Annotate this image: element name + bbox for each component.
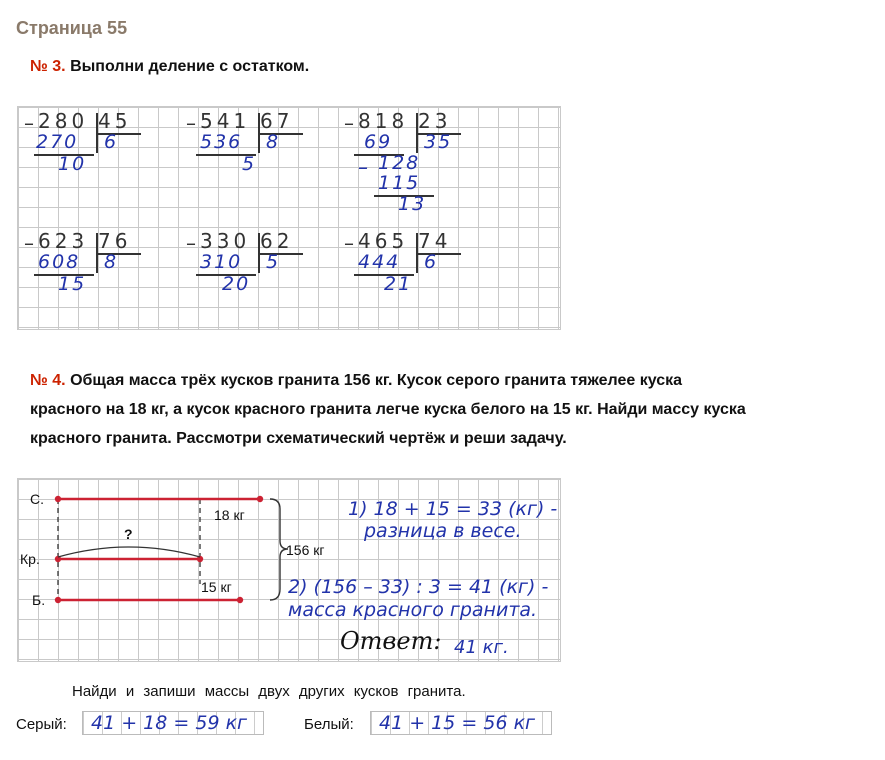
task4-number: № 4. bbox=[30, 372, 66, 389]
subtrahend: 310 bbox=[200, 251, 243, 273]
quotient: 8 bbox=[104, 251, 119, 273]
quotient: 8 bbox=[266, 131, 281, 153]
quotient: 6 bbox=[424, 251, 439, 273]
dividend: 541 bbox=[200, 109, 251, 133]
dividend: 280 bbox=[38, 109, 89, 133]
subtrahend: 444 bbox=[358, 251, 401, 273]
dividend: 330 bbox=[200, 229, 251, 253]
divisor: 45 bbox=[98, 109, 132, 133]
grey-label: Серый: bbox=[16, 716, 67, 733]
task4-line-3: красного гранита. Рассмотри схематический чертёж и реши задачу. bbox=[30, 430, 567, 447]
subtrahend-2: 115 bbox=[378, 172, 421, 194]
subtrahend-1: 69 bbox=[364, 131, 393, 153]
find-instruction: Найди и запиши массы двух других кусков гранита. bbox=[72, 683, 466, 700]
subtrahend: 270 bbox=[36, 131, 79, 153]
remainder: 5 bbox=[242, 153, 257, 175]
remainder: 13 bbox=[398, 193, 427, 215]
task4-line-2: красного на 18 кг, а кусок красного гранита легче куска белого на 15 кг. Найди массу куска bbox=[30, 401, 746, 418]
task3-number: № 3. bbox=[30, 58, 66, 75]
quotient: 5 bbox=[266, 251, 281, 273]
subtrahend: 536 bbox=[200, 131, 243, 153]
division-grid: – 280 45 270 6 10 – 541 67 536 8 5 – 818 23 69 35 – 128 115 13 – 623 76 608 8 15 – 330 62 310 5 20 – 465 74 444 6 21 bbox=[17, 106, 561, 330]
task3-text: Выполни деление с остатком. bbox=[70, 58, 310, 75]
divisor: 74 bbox=[418, 229, 452, 253]
label-156kg: 156 кг bbox=[286, 542, 325, 558]
task3-heading bbox=[30, 52, 309, 81]
remainder: 21 bbox=[384, 273, 413, 295]
label-red: Кр. bbox=[20, 551, 40, 567]
task4-line-1: Общая масса трёх кусков гранита 156 кг. Кусок серого гранита тяжелее куска bbox=[70, 372, 682, 389]
label-grey: С. bbox=[30, 491, 44, 507]
white-label: Белый: bbox=[304, 716, 354, 733]
subtrahend: 608 bbox=[38, 251, 81, 273]
grey-answer-box bbox=[82, 711, 264, 735]
remainder: 10 bbox=[58, 153, 87, 175]
quotient: 6 bbox=[104, 131, 119, 153]
white-answer-box bbox=[370, 711, 552, 735]
step-2b: масса красного гранита. bbox=[288, 599, 538, 621]
answer-word: Ответ: bbox=[340, 627, 442, 655]
answer-value: 41 кг. bbox=[454, 637, 509, 658]
solution-grid bbox=[17, 478, 561, 662]
white-value: 41 + 15 = 56 кг bbox=[379, 712, 536, 734]
divisor: 67 bbox=[260, 109, 294, 133]
dividend: 818 bbox=[358, 109, 409, 133]
step-1a: 1) 18 + 15 = 33 (кг) - bbox=[348, 498, 558, 520]
label-15kg: 15 кг bbox=[201, 579, 232, 595]
divisor: 76 bbox=[98, 229, 132, 253]
step-1b: разница в весе. bbox=[364, 520, 522, 542]
divisor: 23 bbox=[418, 109, 452, 133]
partial-dividend: 128 bbox=[378, 152, 421, 174]
label-18kg: 18 кг bbox=[214, 507, 245, 523]
dividend: 623 bbox=[38, 229, 89, 253]
label-white: Б. bbox=[32, 592, 46, 608]
remainder: 20 bbox=[222, 273, 251, 295]
grey-value: 41 + 18 = 59 кг bbox=[91, 712, 248, 734]
question-arc bbox=[58, 547, 200, 557]
divisor: 62 bbox=[260, 229, 294, 253]
step-2a: 2) (156 – 33) : 3 = 41 (кг) - bbox=[288, 576, 549, 598]
dividend: 465 bbox=[358, 229, 409, 253]
remainder: 15 bbox=[58, 273, 87, 295]
task4-heading bbox=[30, 366, 870, 453]
question-mark: ? bbox=[124, 526, 133, 542]
quotient: 35 bbox=[424, 131, 453, 153]
page-title: Страница 55 bbox=[16, 18, 128, 38]
